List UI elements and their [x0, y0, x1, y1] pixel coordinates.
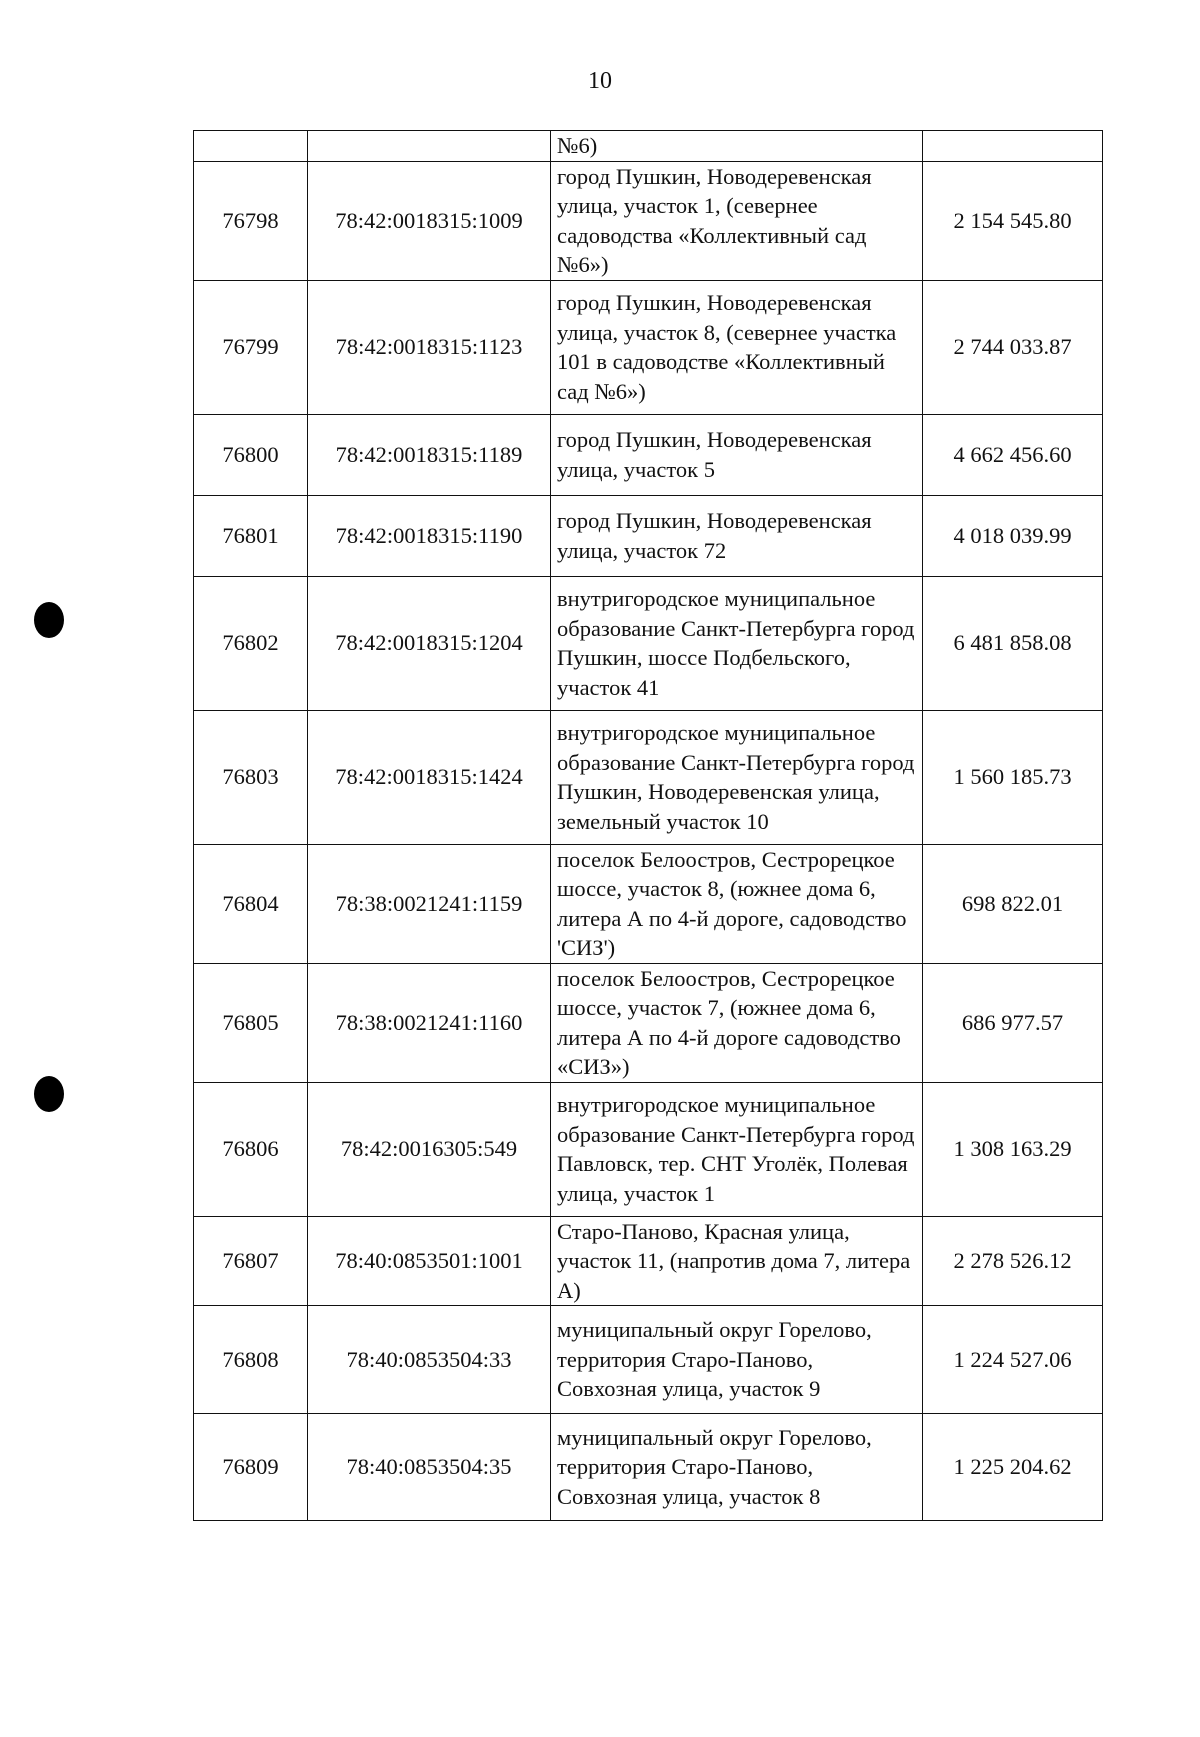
row-number-cell: 76803 — [194, 710, 308, 844]
row-number-cell: 76806 — [194, 1082, 308, 1216]
cadastral-value-cell: 2 154 545.80 — [923, 161, 1103, 280]
address-cell: город Пушкин, Новодеревенская улица, участок 72 — [551, 495, 923, 576]
row-number-cell: 76804 — [194, 844, 308, 963]
cadastral-value-cell: 1 224 527.06 — [923, 1306, 1103, 1414]
cadastral-value-cell: 1 225 204.62 — [923, 1414, 1103, 1521]
table-row — [194, 1414, 1103, 1521]
table-row — [194, 710, 1103, 844]
cadastral-number-cell: 78:42:0016305:549 — [308, 1082, 551, 1216]
page-number: 10 — [588, 68, 612, 94]
cadastral-value-cell: 2 278 526.12 — [923, 1216, 1103, 1306]
row-number-cell: 76800 — [194, 414, 308, 495]
row-number-cell: 76799 — [194, 280, 308, 414]
address-cell: город Пушкин, Новодеревенская улица, участок 5 — [551, 414, 923, 495]
cadastral-number-cell: 78:42:0018315:1009 — [308, 161, 551, 280]
address-cell: город Пушкин, Новодеревенская улица, участок 8, (севернее участка 101 в садоводстве «Коллективный сад №6») — [551, 280, 923, 414]
row-number-cell: 76809 — [194, 1414, 308, 1521]
cadastral-value-cell: 698 822.01 — [923, 844, 1103, 963]
land-plots-table — [193, 130, 1103, 1521]
address-cell: муниципальный округ Горелово, территория Старо-Паново, Совхозная улица, участок 9 — [551, 1306, 923, 1414]
cadastral-value-cell — [923, 131, 1103, 162]
row-number-cell: 76805 — [194, 963, 308, 1082]
table-row — [194, 161, 1103, 280]
cadastral-value-cell: 6 481 858.08 — [923, 576, 1103, 710]
cadastral-number-cell: 78:42:0018315:1424 — [308, 710, 551, 844]
address-cell: поселок Белоостров, Сестрорецкое шоссе, участок 8, (южнее дома 6, литера А по 4-й дороге, садоводство 'СИЗ') — [551, 844, 923, 963]
cadastral-value-cell: 2 744 033.87 — [923, 280, 1103, 414]
cadastral-value-cell: 4 018 039.99 — [923, 495, 1103, 576]
address-cell: муниципальный округ Горелово, территория Старо-Паново, Совхозная улица, участок 8 — [551, 1414, 923, 1521]
table-body — [194, 131, 1103, 1521]
table-row — [194, 963, 1103, 1082]
row-number-cell: 76798 — [194, 161, 308, 280]
address-cell: №6) — [551, 131, 923, 162]
cadastral-value-cell: 1 560 185.73 — [923, 710, 1103, 844]
cadastral-number-cell: 78:42:0018315:1204 — [308, 576, 551, 710]
cadastral-number-cell: 78:42:0018315:1189 — [308, 414, 551, 495]
cadastral-value-cell: 686 977.57 — [923, 963, 1103, 1082]
table-row — [194, 576, 1103, 710]
punch-hole-mark — [34, 1076, 64, 1112]
row-number-cell: 76801 — [194, 495, 308, 576]
table-row — [194, 280, 1103, 414]
row-number-cell: 76808 — [194, 1306, 308, 1414]
address-cell: внутригородское муниципальное образование Санкт-Петербурга город Пушкин, Новодеревенская улица, земельный участок 10 — [551, 710, 923, 844]
table-row — [194, 1216, 1103, 1306]
cadastral-number-cell: 78:42:0018315:1123 — [308, 280, 551, 414]
row-number-cell: 76807 — [194, 1216, 308, 1306]
cadastral-number-cell: 78:40:0853504:33 — [308, 1306, 551, 1414]
address-cell: поселок Белоостров, Сестрорецкое шоссе, участок 7, (южнее дома 6, литера А по 4-й дороге садоводство «СИЗ») — [551, 963, 923, 1082]
address-cell: внутригородское муниципальное образование Санкт-Петербурга город Павловск, тер. СНТ Уголёк, Полевая улица, участок 1 — [551, 1082, 923, 1216]
cadastral-number-cell: 78:42:0018315:1190 — [308, 495, 551, 576]
punch-hole-mark — [34, 602, 64, 638]
cadastral-number-cell — [308, 131, 551, 162]
address-cell: внутригородское муниципальное образование Санкт-Петербурга город Пушкин, шоссе Подбельского, участок 41 — [551, 576, 923, 710]
cadastral-number-cell: 78:40:0853501:1001 — [308, 1216, 551, 1306]
cadastral-number-cell: 78:40:0853504:35 — [308, 1414, 551, 1521]
cadastral-number-cell: 78:38:0021241:1159 — [308, 844, 551, 963]
cadastral-number-cell: 78:38:0021241:1160 — [308, 963, 551, 1082]
address-cell: Старо-Паново, Красная улица, участок 11, (напротив дома 7, литера А) — [551, 1216, 923, 1306]
address-cell: город Пушкин, Новодеревенская улица, участок 1, (севернее садоводства «Коллективный сад №6») — [551, 161, 923, 280]
row-number-cell: 76802 — [194, 576, 308, 710]
table-row — [194, 844, 1103, 963]
table-row — [194, 495, 1103, 576]
table-row — [194, 1306, 1103, 1414]
table-row — [194, 414, 1103, 495]
table-row — [194, 131, 1103, 162]
cadastral-value-cell: 4 662 456.60 — [923, 414, 1103, 495]
cadastral-value-cell: 1 308 163.29 — [923, 1082, 1103, 1216]
table-row — [194, 1082, 1103, 1216]
row-number-cell — [194, 131, 308, 162]
